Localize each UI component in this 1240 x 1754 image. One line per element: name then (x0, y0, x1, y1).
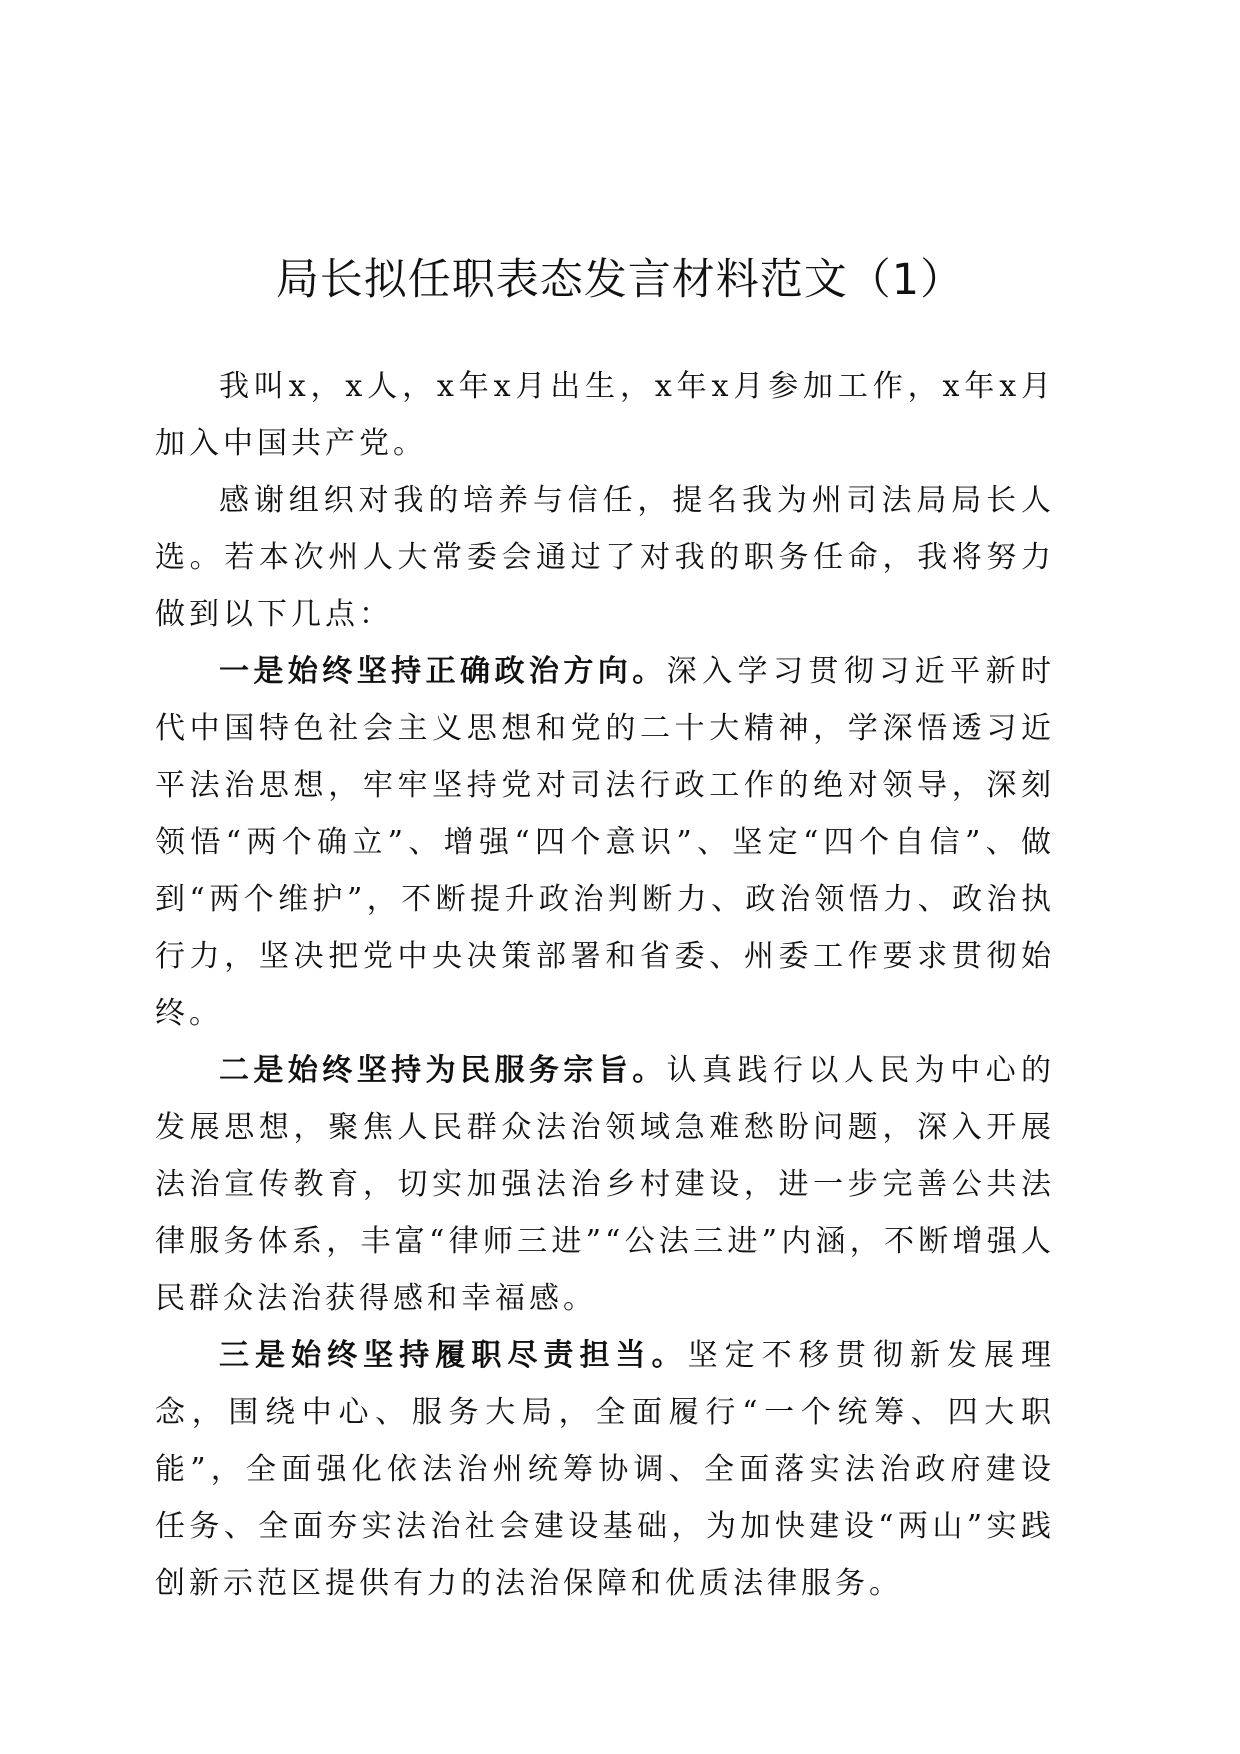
paragraph-point-three (155, 1327, 1055, 1612)
paragraph-point-two (155, 1042, 1055, 1327)
paragraph-text: 坚定不移贯彻新发展理念，围绕中心、服务大局，全面履行“一个统筹、四大职能”，全面强化依法治州统筹协调、全面落实法治政府建设任务、全面夯实法治社会建设基础，为加快建设“两山”实践创新示范区提供有力的法治保障和优质法律服务。 (155, 1338, 1056, 1601)
paragraph-text: 我叫x，x人，x年x月出生，x年x月参加工作，x年x月加入中国共产党。 (155, 369, 1055, 461)
paragraph-point-one (155, 643, 1055, 1042)
paragraph-thanks (155, 472, 1055, 643)
paragraph-lead: 一是始终坚持正确政治方向。 (219, 654, 667, 689)
paragraph-text: 深入学习贯彻习近平新时代中国特色社会主义思想和党的二十大精神，学深悟透习近平法治思想，牢牢坚持党对司法行政工作的绝对领导，深刻领悟“两个确立”、增强“四个意识”、坚定“四个自信”、做到“两个维护”，不断提升政治判断力、政治领悟力、政治执行力，坚决把党中央决策部署和省委、州委工作要求贯彻始终。 (155, 654, 1056, 1031)
paragraph-lead: 三是始终坚持履职尽责担当。 (219, 1338, 688, 1373)
document-body (155, 358, 1055, 1612)
paragraph-text: 感谢组织对我的培养与信任，提名我为州司法局局长人选。若本次州人大常委会通过了对我的职务任命，我将努力做到以下几点： (155, 483, 1055, 632)
paragraph-text: 认真践行以人民为中心的发展思想，聚焦人民群众法治领域急难愁盼问题，深入开展法治宣传教育，切实加强法治乡村建设，进一步完善公共法律服务体系，丰富“律师三进”“公法三进”内涵，不断增强人民群众法治获得感和幸福感。 (155, 1053, 1056, 1316)
paragraph-intro (155, 358, 1055, 472)
paragraph-lead: 二是始终坚持为民服务宗旨。 (219, 1053, 667, 1088)
document-title: 局长拟任职表态发言材料范文（1） (275, 255, 965, 305)
